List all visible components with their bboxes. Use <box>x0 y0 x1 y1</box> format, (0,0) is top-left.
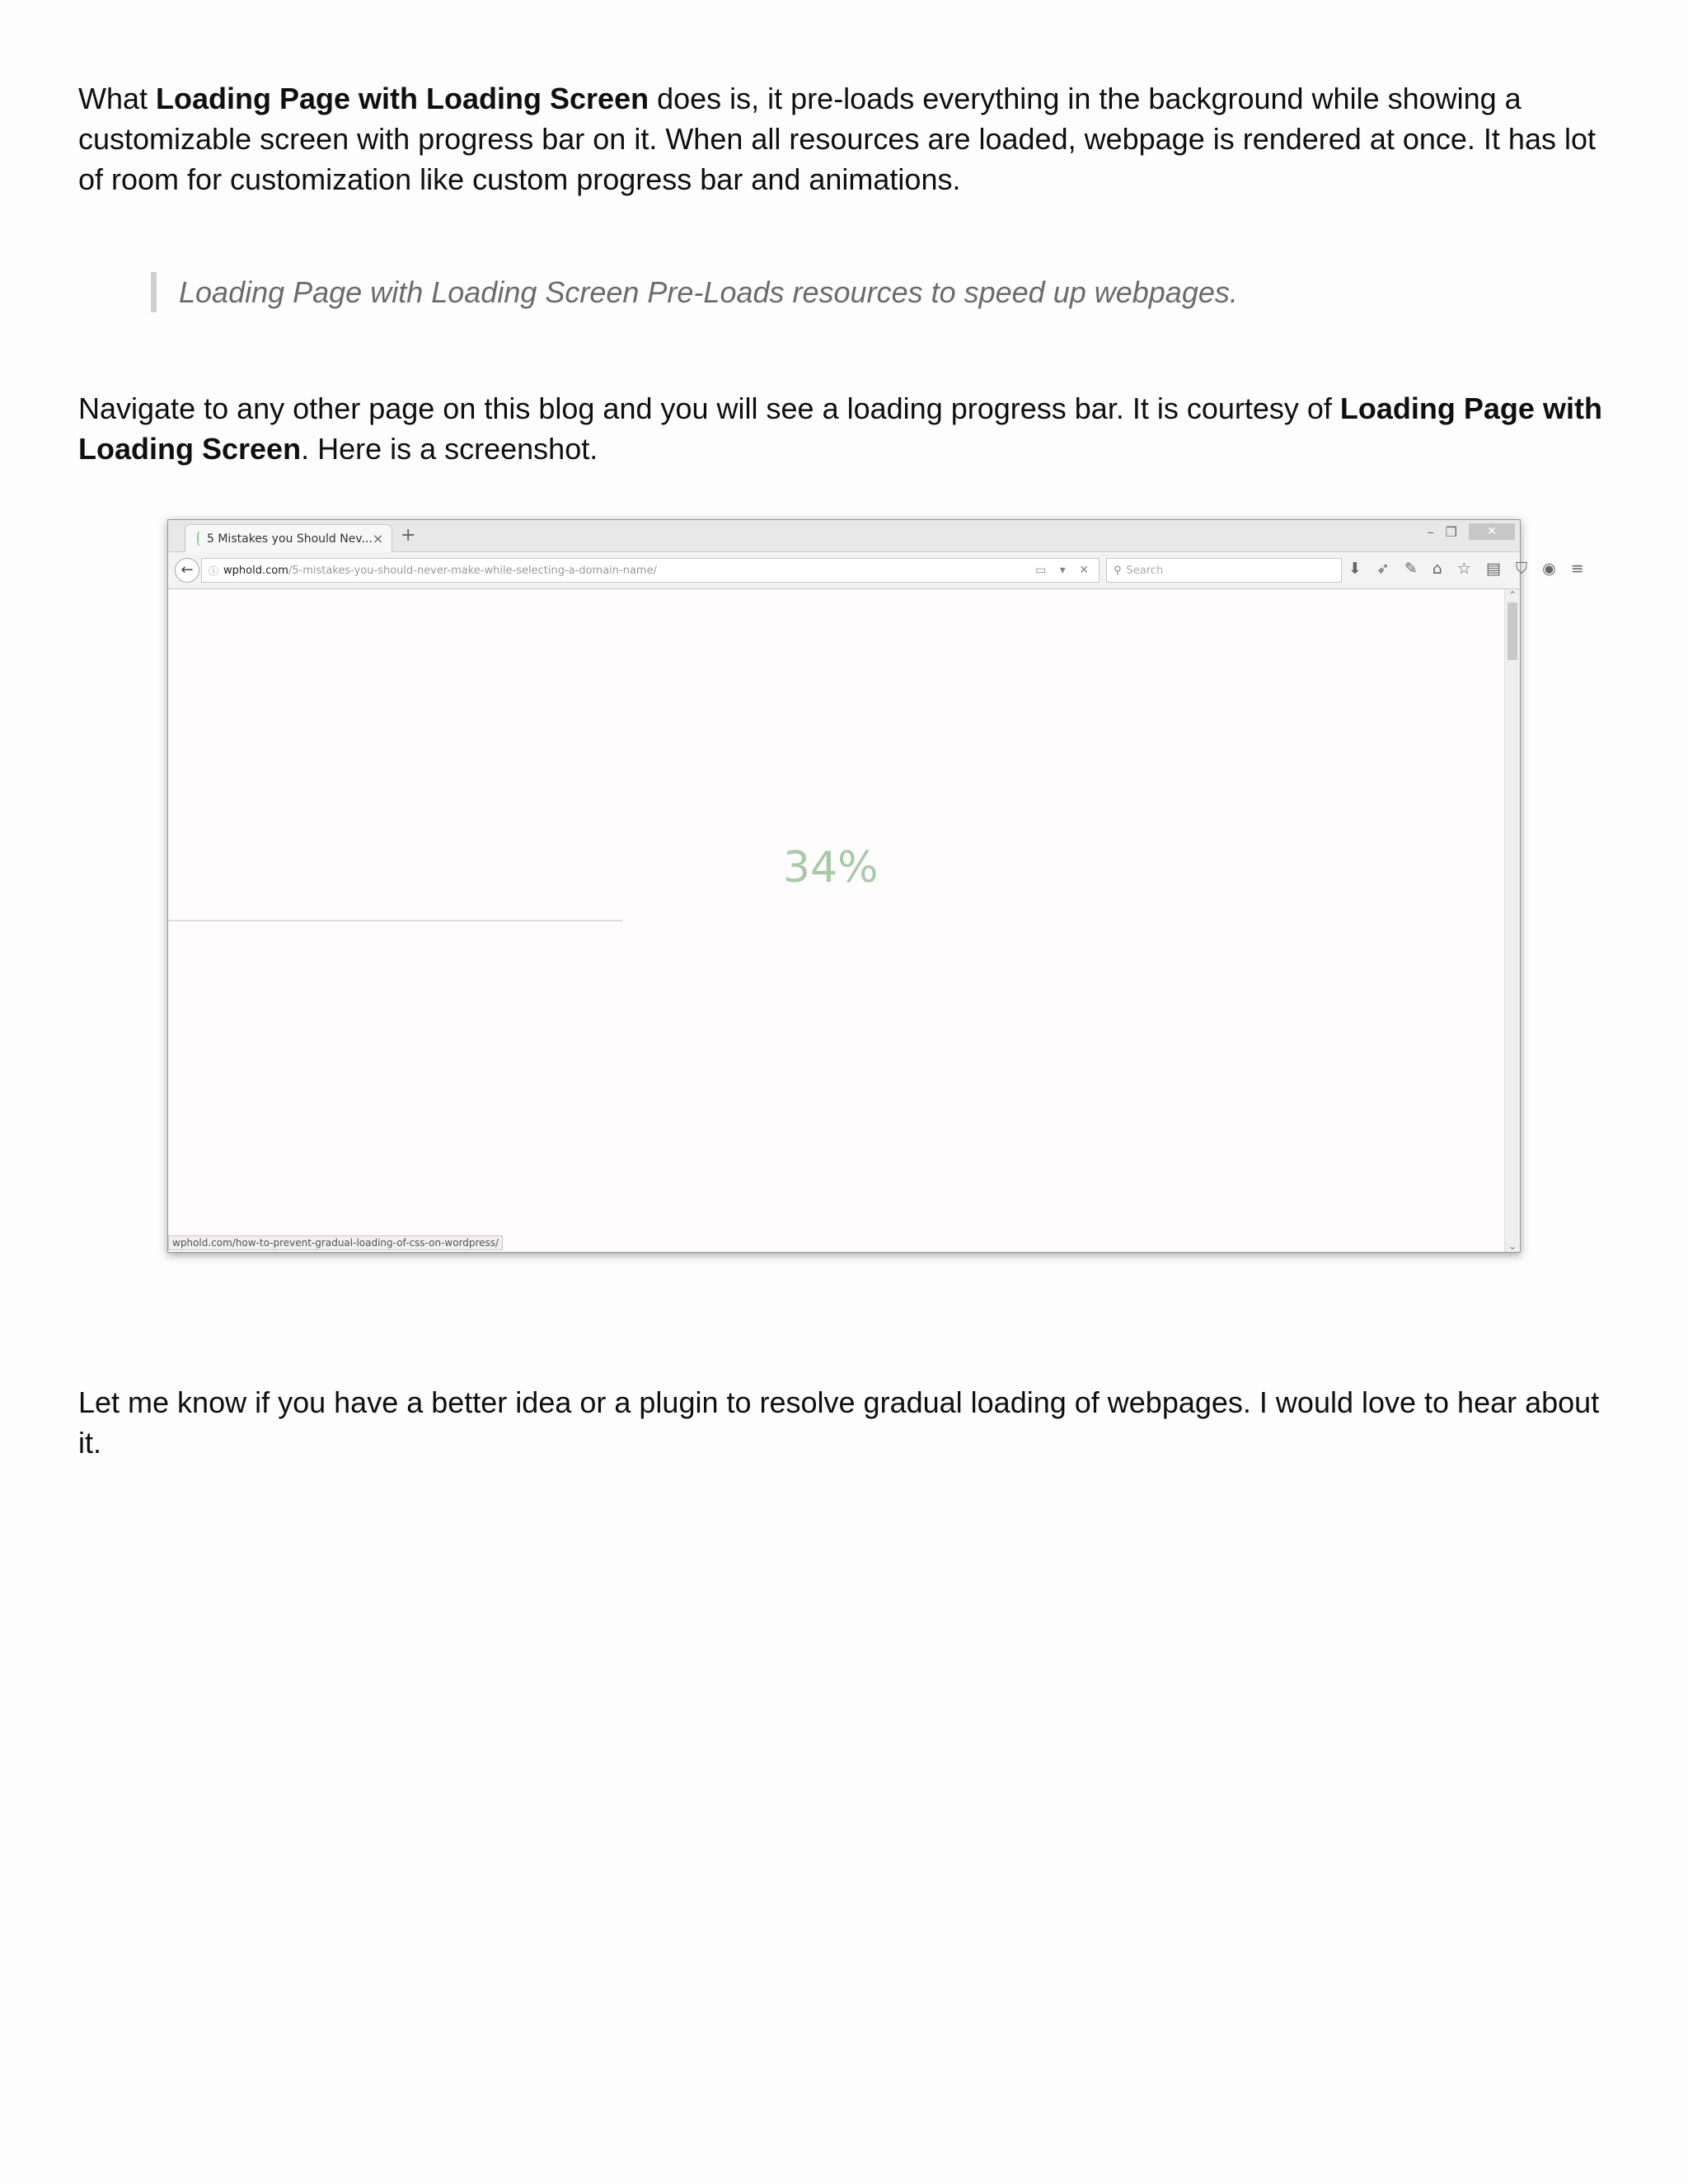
browser-screenshot <box>167 519 1584 1253</box>
url-path: /5-mistakes-you-should-never-make-while-selecting-a-domain-name/ <box>288 564 657 577</box>
intro-text-rest: does is, it pre-loads everything in the background while showing a customizable screen with progress bar on it. When all resources are loaded, webpage is rendered at once. It has lot of room for customization like custom progress bar and animations. <box>78 82 1596 196</box>
chat-icon: ◉ <box>1542 560 1556 578</box>
url-host: wphold.com <box>223 564 288 577</box>
restore-icon: ❐ <box>1445 523 1457 540</box>
scrollbar-thumb <box>1507 602 1517 660</box>
pocket-icon: ⛉ <box>1515 560 1528 578</box>
loading-percent: 34% <box>783 843 879 893</box>
site-info-icon: ⓘ <box>209 565 219 577</box>
window-close-icon: ✕ <box>1469 523 1515 540</box>
closing-paragraph: Let me know if you have a better idea or a plugin to resolve gradual loading of webpages. I would love to hear about it. <box>78 1385 1600 1460</box>
browser-tab <box>185 524 392 552</box>
clipboard-icon: ▤ <box>1485 560 1501 578</box>
url-bar-actions: ▭ ▾ ✕ <box>1035 564 1094 577</box>
download-icon: ⬇ <box>1348 560 1362 578</box>
blockquote: Loading Page with Loading Screen Pre-Loads resources to speed up webpages. <box>151 272 1580 312</box>
back-arrow-icon: ← <box>175 558 199 583</box>
plugin-name-bold: Loading Page with Loading Screen <box>78 391 1602 466</box>
tab-close-icon: × <box>372 531 384 546</box>
search-icon: ⚲ <box>1114 564 1122 577</box>
intro-paragraph <box>78 78 1628 199</box>
url-bar <box>201 558 1100 583</box>
navigate-text-start: Navigate to any other page on this blog and you will see a loading progress bar. It is courtesy of <box>78 391 1340 425</box>
star-icon: ☆ <box>1456 560 1471 578</box>
status-url: wphold.com/how-to-prevent-gradual-loading-of-css-on-wordpress/ <box>168 1235 503 1250</box>
send-icon: ➶ <box>1376 560 1390 578</box>
progress-bar <box>168 920 1505 922</box>
loading-screen <box>168 589 1505 1252</box>
toolbar-icons <box>1348 560 1584 578</box>
new-tab-icon: + <box>401 525 416 546</box>
scroll-down-icon: ⌄ <box>1507 1240 1517 1252</box>
home-icon: ⌂ <box>1432 560 1442 578</box>
navigate-paragraph <box>78 388 1628 469</box>
tab-bar <box>168 520 1520 552</box>
intro-text-start: What <box>78 82 157 115</box>
minimize-icon: – <box>1427 523 1434 540</box>
nav-bar <box>168 552 1584 589</box>
scrollbar <box>1504 589 1520 1252</box>
progress-bar-fill <box>168 920 622 921</box>
navigate-text-rest: . Here is a screenshot. <box>301 432 598 466</box>
reader-icon: ✎ <box>1404 560 1418 578</box>
search-box <box>1106 558 1342 583</box>
plugin-name-bold: Loading Page with Loading Screen <box>156 82 649 115</box>
menu-icon: ≡ <box>1570 560 1584 578</box>
loading-spinner-icon <box>197 532 200 546</box>
window-controls <box>1428 523 1515 540</box>
scroll-up-icon: ⌃ <box>1507 589 1517 601</box>
tab-title: 5 Mistakes you Should Nev... <box>207 532 373 546</box>
search-placeholder: Search <box>1126 564 1164 577</box>
